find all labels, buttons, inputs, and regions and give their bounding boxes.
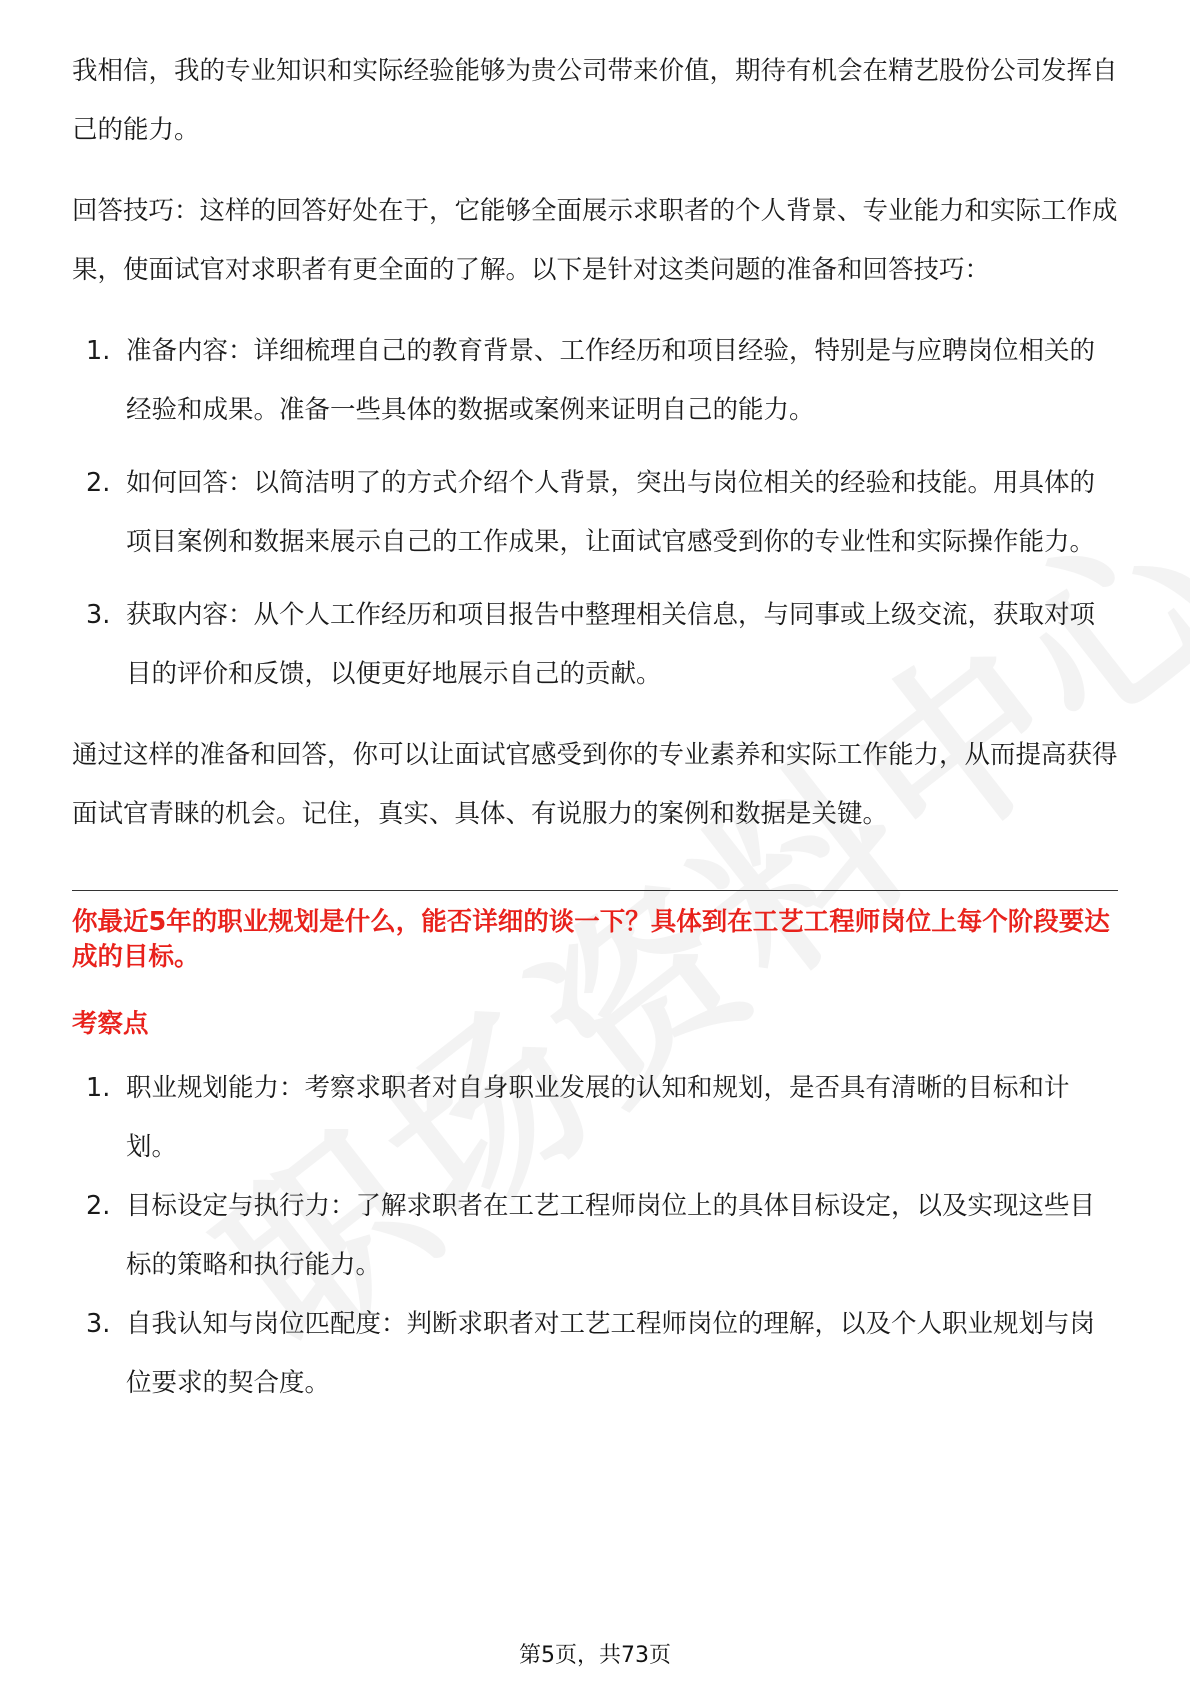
list-number: 3. <box>86 600 111 630</box>
list-item-text: 如何回答：以简洁明了的方式介绍个人背景，突出与岗位相关的经验和技能。用具体的项目案例和数据来展示自己的工作成果，让面试官感受到你的专业性和实际操作能力。 <box>126 468 1096 557</box>
list-item-text: 职业规划能力：考察求职者对自身职业发展的认知和规划，是否具有清晰的目标和计划。 <box>126 1073 1070 1162</box>
list-number: 1. <box>86 1073 111 1103</box>
page-content <box>72 42 1118 1413</box>
section-title: 考察点 <box>72 1009 149 1039</box>
list-number: 2. <box>86 1191 111 1221</box>
list-number: 1. <box>86 336 111 366</box>
list-item <box>72 586 1118 704</box>
list-item <box>72 454 1118 572</box>
closing-paragraph: 通过这样的准备和回答，你可以让面试官感受到你的专业素养和实际工作能力，从而提高获得面试官青睐的机会。记住，真实、具体、有说服力的案例和数据是关键。 <box>72 740 1118 829</box>
list-item-text: 准备内容：详细梳理自己的教育背景、工作经历和项目经验，特别是与应聘岗位相关的经验和成果。准备一些具体的数据或案例来证明自己的能力。 <box>126 336 1096 425</box>
list-item-text: 自我认知与岗位匹配度：判断求职者对工艺工程师岗位的理解，以及个人职业规划与岗位要求的契合度。 <box>126 1309 1096 1398</box>
list-item-text: 获取内容：从个人工作经历和项目报告中整理相关信息，与同事或上级交流，获取对项目的评价和反馈，以便更好地展示自己的贡献。 <box>126 600 1096 689</box>
intro-paragraph: 我相信，我的专业知识和实际经验能够为贵公司带来价值，期待有机会在精艺股份公司发挥自己的能力。 <box>72 56 1118 145</box>
points-list <box>72 1059 1118 1413</box>
list-number: 2. <box>86 468 111 498</box>
page-footer: 第5页，共73页 <box>519 1643 671 1668</box>
list-item <box>72 1295 1118 1413</box>
section-divider <box>72 890 1118 891</box>
list-item <box>72 1177 1118 1295</box>
list-item-text: 目标设定与执行力：了解求职者在工艺工程师岗位上的具体目标设定，以及实现这些目标的策略和执行能力。 <box>126 1191 1096 1280</box>
tips-paragraph: 回答技巧：这样的回答好处在于，它能够全面展示求职者的个人背景、专业能力和实际工作成果，使面试官对求职者有更全面的了解。以下是针对这类问题的准备和回答技巧： <box>72 196 1118 285</box>
list-number: 3. <box>86 1309 111 1339</box>
list-item <box>72 1059 1118 1177</box>
tips-list <box>72 322 1118 704</box>
list-item <box>72 322 1118 440</box>
question-heading: 你最近5年的职业规划是什么，能否详细的谈一下？具体到在工艺工程师岗位上每个阶段要达成的目标。 <box>72 907 1110 972</box>
